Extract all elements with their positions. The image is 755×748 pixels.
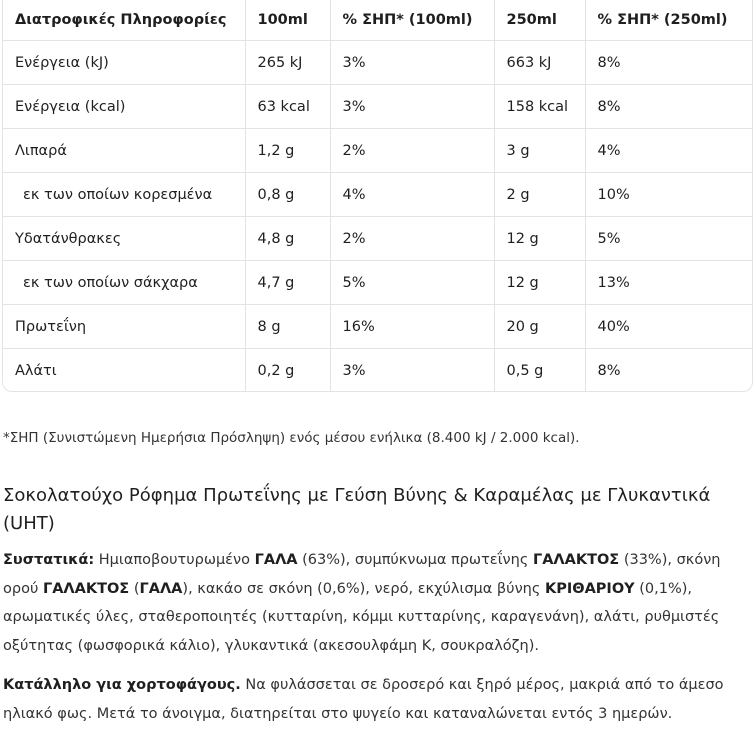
table-row — [3, 217, 752, 261]
table-cell: 3% — [330, 85, 494, 129]
column-header: Διατροφικές Πληροφορίες — [3, 0, 245, 41]
allergen: ΓΑΛΑ — [254, 552, 298, 568]
product-title: Σοκολατούχο Ρόφημα Πρωτεΐνης με Γεύση Βύνης & Καραμέλας με Γλυκαντικά (UHT) — [3, 485, 711, 534]
table-row — [3, 173, 752, 217]
table-cell: 2% — [330, 129, 494, 173]
allergen: ΓΑΛΑΚΤΟΣ — [42, 580, 130, 597]
ingredients-text: (33%), σκόνη ορού — [3, 552, 721, 597]
table-row — [3, 41, 752, 85]
ingredients-text: Ημιαποβουτυρωμένο — [94, 552, 255, 568]
table-cell: Πρωτεΐνη — [3, 305, 245, 349]
table-cell: 5% — [330, 261, 494, 305]
table-cell: 12 g — [494, 217, 585, 261]
table-cell: 4,7 g — [245, 261, 330, 305]
table-row — [3, 305, 752, 349]
table-cell: 3% — [330, 349, 494, 393]
table-cell: εκ των οποίων κορεσμένα — [3, 173, 245, 217]
storage-paragraph — [3, 671, 748, 728]
table-cell: 4,8 g — [245, 217, 330, 261]
table-cell: 0,8 g — [245, 173, 330, 217]
column-header: % ΣΗΠ* (250ml) — [585, 0, 752, 41]
table-cell: 4% — [585, 129, 752, 173]
allergen: ΚΡΙΘΑΡΙΟΥ — [544, 580, 635, 597]
table-row — [3, 129, 752, 173]
table-cell: Υδατάνθρακες — [3, 217, 245, 261]
table-cell: 663 kJ — [494, 41, 585, 85]
table-cell: 8% — [585, 349, 752, 393]
ingredients-paragraph — [3, 546, 748, 660]
table-cell: Λιπαρά — [3, 129, 245, 173]
table-cell: Ενέργεια (kJ) — [3, 41, 245, 85]
table-cell: Ενέργεια (kcal) — [3, 85, 245, 129]
table-cell: 8 g — [245, 305, 330, 349]
table-row — [3, 261, 752, 305]
table-cell: εκ των οποίων σάκχαρα — [3, 261, 245, 305]
table-cell: 12 g — [494, 261, 585, 305]
ingredients-label: Συστατικά: — [3, 552, 95, 568]
table-cell: 16% — [330, 305, 494, 349]
ingredients-text: (63%), συμπύκνωμα πρωτεΐνης — [297, 552, 533, 568]
column-header: 100ml — [245, 0, 330, 41]
table-cell: 20 g — [494, 305, 585, 349]
nutrition-table-container — [2, 0, 753, 392]
ingredients-text: ), κακάο σε σκόνη (0,6%), νερό, εκχύλισμα βύνης — [182, 580, 545, 597]
allergen: ΓΑΛΑΚΤΟΣ — [532, 552, 620, 568]
table-cell: 1,2 g — [245, 129, 330, 173]
table-cell: 40% — [585, 305, 752, 349]
table-header-row — [3, 0, 752, 41]
table-cell: 8% — [585, 41, 752, 85]
table-cell: 2% — [330, 217, 494, 261]
vegetarian-label: Κατάλληλο για χορτοφάγους. — [3, 677, 241, 693]
table-cell: 8% — [585, 85, 752, 129]
table-cell: 63 kcal — [245, 85, 330, 129]
table-row — [3, 85, 752, 129]
footnote: *ΣΗΠ (Συνιστώμενη Ημερήσια Πρόσληψη) ενός μέσου ενήλικα (8.400 kJ / 2.000 kcal). — [3, 430, 580, 446]
allergen: ΓΑΛΑ — [139, 580, 183, 597]
ingredients-text: ( — [129, 580, 140, 597]
storage-text: Να φυλάσσεται σε δροσερό και ξηρό μέρος, μακριά από το άμεσο ηλιακό φως. Μετά το άνοιγμα, διατηρείται στο ψυγείο και καταναλώνεται εντός 3 ημερών. — [3, 677, 724, 722]
ingredients-text: (0,1%), αρωματικές ύλες, σταθεροποιητές (κυτταρίνη, κόμμι κυτταρίνης, καραγενάνη), αλάτι, ρυθμιστές οξύτητας (φωσφορικά κάλιο), γλυκαντικά (ακεσουλφάμη Κ, σουκραλόζη). — [3, 580, 720, 654]
column-header: % ΣΗΠ* (100ml) — [330, 0, 494, 41]
table-cell: 10% — [585, 173, 752, 217]
table-cell: 158 kcal — [494, 85, 585, 129]
table-cell: 265 kJ — [245, 41, 330, 85]
table-cell: 13% — [585, 261, 752, 305]
table-cell: 0,5 g — [494, 349, 585, 393]
table-cell: 0,2 g — [245, 349, 330, 393]
table-cell: Αλάτι — [15, 362, 57, 379]
table-row — [3, 349, 752, 393]
table-cell: 2 g — [494, 173, 585, 217]
column-header: 250ml — [494, 0, 585, 41]
nutrition-table — [3, 0, 752, 392]
table-cell: 3% — [330, 41, 494, 85]
table-cell: 4% — [330, 173, 494, 217]
table-cell: 5% — [585, 217, 752, 261]
table-cell: 3 g — [494, 129, 585, 173]
